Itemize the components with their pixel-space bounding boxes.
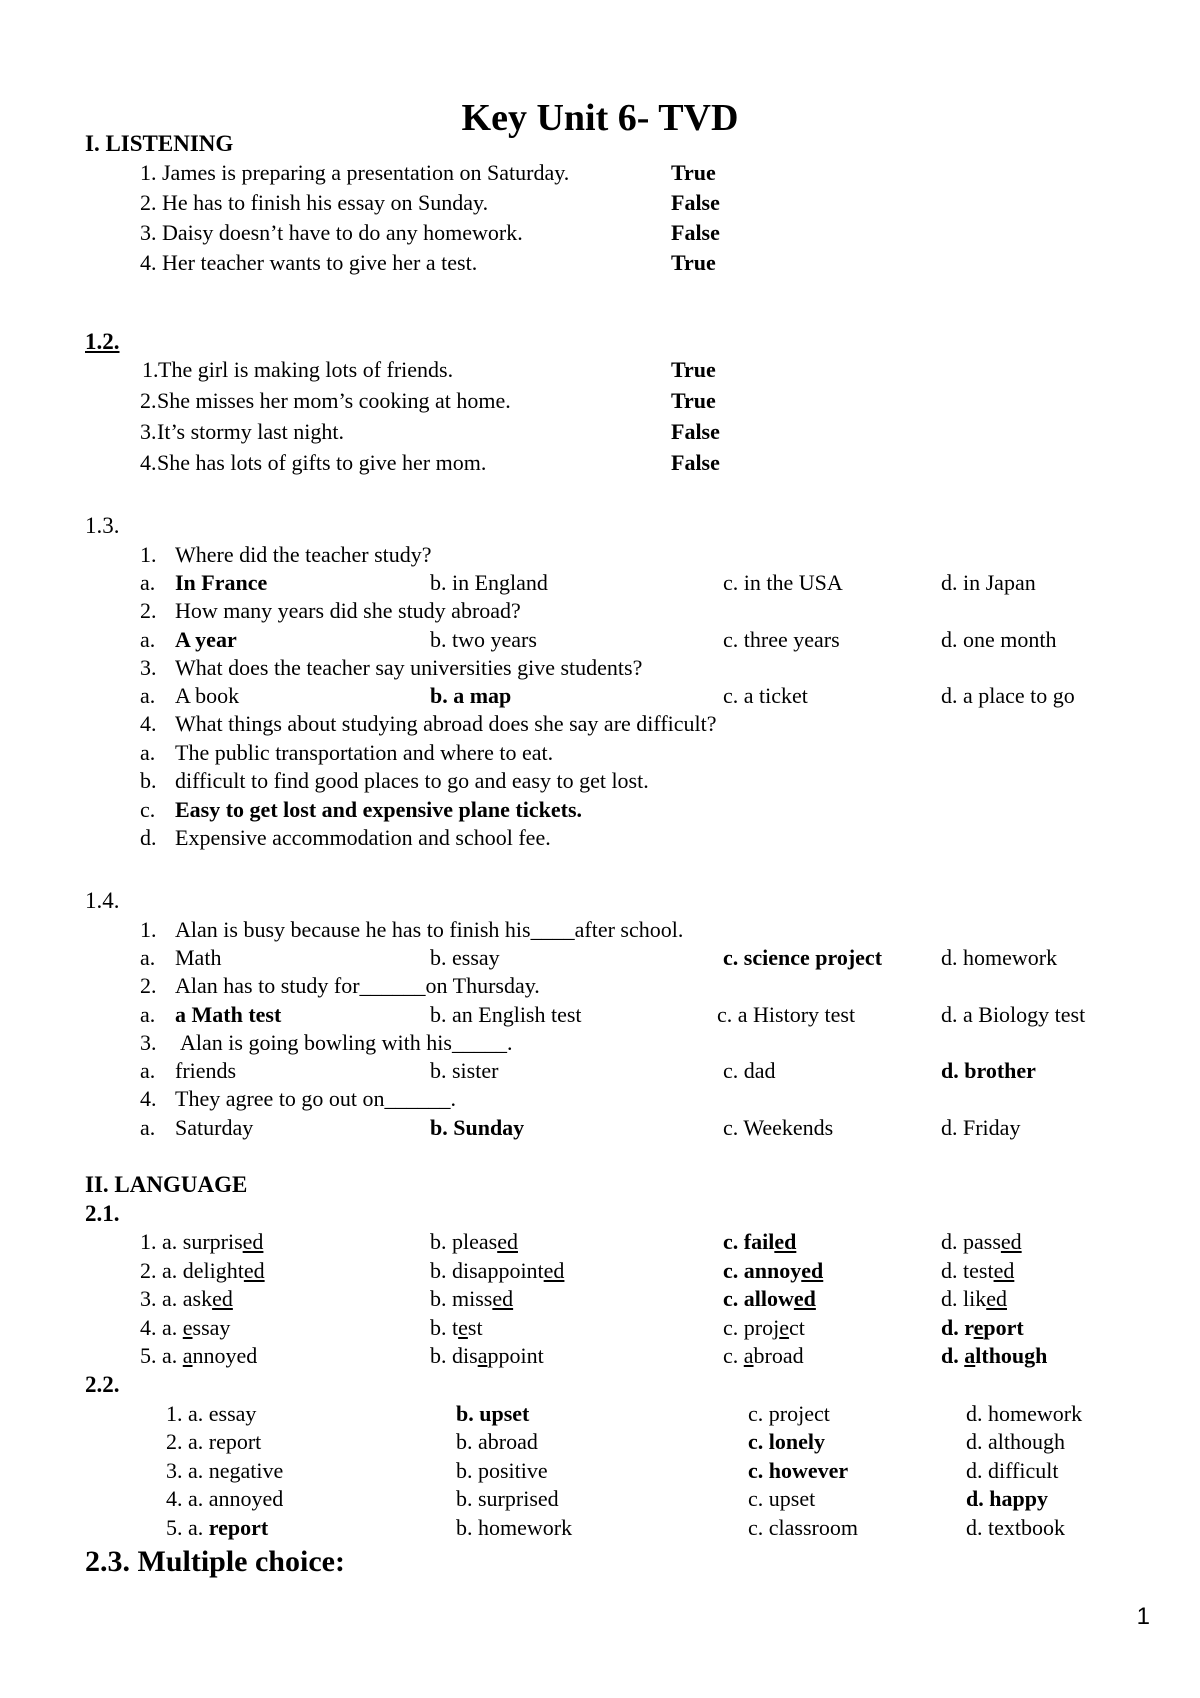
question xyxy=(0,710,1200,738)
option-text: Expensive accommodation and school fee. xyxy=(175,825,551,850)
pronunciation-row xyxy=(0,1285,1200,1313)
option-a: 4. a. annoyed xyxy=(166,1486,284,1511)
question xyxy=(0,597,1200,625)
question-text: Where did the teacher study? xyxy=(175,542,432,567)
question-number: 3. xyxy=(140,655,157,680)
item-statement: Daisy doesn’t have to do any homework. xyxy=(162,220,523,245)
pronunciation-row xyxy=(0,1257,1200,1285)
question-number: 1. xyxy=(140,917,157,942)
options-row xyxy=(0,569,1200,597)
listening-1-1-item xyxy=(0,159,1200,187)
option-a: 1. a. surprised xyxy=(140,1229,264,1254)
option-a: a Math test xyxy=(175,1002,282,1027)
option-letter: a. xyxy=(140,1058,156,1083)
section-heading-1-2: 1.2. xyxy=(85,329,120,354)
option-b: b. two years xyxy=(430,627,537,652)
question-text: Alan is going bowling with his_____. xyxy=(180,1030,513,1055)
option-text: The public transportation and where to eat. xyxy=(175,740,554,765)
option-letter: b. xyxy=(140,768,157,793)
item-number: 1. xyxy=(142,357,159,382)
item-statement: Her teacher wants to give her a test. xyxy=(162,250,478,275)
option-letter: a. xyxy=(140,1115,156,1140)
section-heading-2-2: 2.2. xyxy=(85,1372,120,1397)
options-row xyxy=(0,1057,1200,1085)
option-c: c. however xyxy=(748,1458,849,1483)
stress-row xyxy=(0,1485,1200,1513)
option-c: c. project xyxy=(723,1315,805,1340)
option-b: b. sister xyxy=(430,1058,499,1083)
item-statement: She has lots of gifts to give her mom. xyxy=(157,450,487,475)
item-answer: False xyxy=(671,190,720,215)
option-a: friends xyxy=(175,1058,237,1083)
option-d: d. difficult xyxy=(966,1458,1059,1483)
option-a: 5. a. annoyed xyxy=(140,1343,258,1368)
option-a: 4. a. essay xyxy=(140,1315,231,1340)
stress-row xyxy=(0,1400,1200,1428)
option-c: c. annoyed xyxy=(723,1258,824,1283)
options-row xyxy=(0,626,1200,654)
option-b: b. essay xyxy=(430,945,500,970)
option-a: 3. a. asked xyxy=(140,1286,233,1311)
option-letter: a. xyxy=(140,683,156,708)
item-number: 4. xyxy=(140,250,157,275)
option-d: d. passed xyxy=(941,1229,1022,1254)
item-answer: True xyxy=(671,250,716,275)
option-a: A book xyxy=(175,683,240,708)
options-row xyxy=(0,682,1200,710)
option-c: c. Weekends xyxy=(723,1115,834,1140)
pronunciation-row xyxy=(0,1314,1200,1342)
item-number: 2. xyxy=(140,190,157,215)
section-heading-2-3: 2.3. Multiple choice: xyxy=(85,1545,345,1578)
option-b: b. Sunday xyxy=(430,1115,525,1140)
option-d: d. although xyxy=(941,1343,1048,1368)
option-b: b. homework xyxy=(456,1515,573,1540)
item-answer: False xyxy=(671,419,720,444)
option-letter: a. xyxy=(140,945,156,970)
listening-1-1-item xyxy=(0,249,1200,277)
question-text: What does the teacher say universities give students? xyxy=(175,655,643,680)
item-number: 3. xyxy=(140,220,157,245)
option-c: c. project xyxy=(748,1401,830,1426)
stress-row xyxy=(0,1457,1200,1485)
option-a: 3. a. negative xyxy=(166,1458,284,1483)
question-number: 2. xyxy=(140,973,157,998)
option-c: c. failed xyxy=(723,1229,797,1254)
option-d: d. brother xyxy=(941,1058,1036,1083)
item-number: 3. xyxy=(140,419,157,444)
option-c: c. dad xyxy=(723,1058,776,1083)
question xyxy=(0,1029,1200,1057)
listening-1-2-item xyxy=(0,418,1200,446)
option-b: b. abroad xyxy=(456,1429,538,1454)
item-statement: James is preparing a presentation on Saturday. xyxy=(162,160,570,185)
option-b: b. surprised xyxy=(456,1486,559,1511)
option-d: d. tested xyxy=(941,1258,1015,1283)
option-letter: a. xyxy=(140,740,156,765)
item-number: 4. xyxy=(140,450,157,475)
option-d: d. a place to go xyxy=(941,683,1075,708)
section-heading-listening: I. LISTENING xyxy=(85,131,234,156)
listening-1-2-item xyxy=(0,387,1200,415)
stress-row xyxy=(0,1428,1200,1456)
option-letter: d. xyxy=(140,825,157,850)
question-number: 1. xyxy=(140,542,157,567)
question-text: Alan has to study for______on Thursday. xyxy=(175,973,540,998)
option-b: b. an English test xyxy=(430,1002,582,1027)
option-letter: a. xyxy=(140,627,156,652)
option-d: d. homework xyxy=(966,1401,1083,1426)
option-d: d. report xyxy=(941,1315,1024,1340)
option-c: c. a ticket xyxy=(723,683,808,708)
pronunciation-row xyxy=(0,1342,1200,1370)
option-text: difficult to find good places to go and easy to get lost. xyxy=(175,768,649,793)
option-d: d. one month xyxy=(941,627,1057,652)
option-b: b. upset xyxy=(456,1401,530,1426)
listening-1-2-item xyxy=(0,356,1200,384)
option-d: d. homework xyxy=(941,945,1058,970)
item-statement: He has to finish his essay on Sunday. xyxy=(162,190,489,215)
question-number: 4. xyxy=(140,711,157,736)
option-a: In France xyxy=(175,570,268,595)
section-heading-1-4: 1.4. xyxy=(85,888,120,913)
option-c: c. in the USA xyxy=(723,570,843,595)
option-d: d. liked xyxy=(941,1286,1007,1311)
item-answer: False xyxy=(671,450,720,475)
option-line xyxy=(0,796,1200,824)
option-a: 5. a. report xyxy=(166,1515,269,1540)
question-text: What things about studying abroad does she say are difficult? xyxy=(175,711,717,736)
option-a: Saturday xyxy=(175,1115,254,1140)
option-line xyxy=(0,767,1200,795)
option-c: c. upset xyxy=(748,1486,816,1511)
option-c: c. abroad xyxy=(723,1343,804,1368)
option-b: b. pleased xyxy=(430,1229,518,1254)
question-number: 4. xyxy=(140,1086,157,1111)
item-statement: She misses her mom’s cooking at home. xyxy=(157,388,511,413)
pronunciation-row xyxy=(0,1228,1200,1256)
question-number: 3. xyxy=(140,1030,157,1055)
section-heading-1-3: 1.3. xyxy=(85,513,120,538)
option-d: d. textbook xyxy=(966,1515,1065,1540)
option-a: 2. a. delighted xyxy=(140,1258,265,1283)
item-answer: False xyxy=(671,220,720,245)
question-text: How many years did she study abroad? xyxy=(175,598,521,623)
option-b: b. a map xyxy=(430,683,512,708)
item-answer: True xyxy=(671,160,716,185)
option-b: b. test xyxy=(430,1315,483,1340)
option-b: b. disappointed xyxy=(430,1258,565,1283)
item-statement: The girl is making lots of friends. xyxy=(158,357,454,382)
listening-1-2-item xyxy=(0,449,1200,477)
question-text: Alan is busy because he has to finish his____after school. xyxy=(175,917,684,942)
item-statement: It’s stormy last night. xyxy=(157,419,344,444)
listening-1-1-item xyxy=(0,189,1200,217)
option-text: Easy to get lost and expensive plane tickets. xyxy=(175,797,582,822)
option-b: b. missed xyxy=(430,1286,514,1311)
option-letter: a. xyxy=(140,570,156,595)
option-a: Math xyxy=(175,945,222,970)
stress-row xyxy=(0,1514,1200,1542)
options-row xyxy=(0,944,1200,972)
item-number: 1. xyxy=(140,160,157,185)
option-a: 1. a. essay xyxy=(166,1401,257,1426)
section-heading-2-1: 2.1. xyxy=(85,1201,120,1226)
option-a: 2. a. report xyxy=(166,1429,262,1454)
option-a: A year xyxy=(175,627,237,652)
question xyxy=(0,972,1200,1000)
option-letter: a. xyxy=(140,1002,156,1027)
item-answer: True xyxy=(671,357,716,382)
option-d: d. in Japan xyxy=(941,570,1036,595)
option-d: d. Friday xyxy=(941,1115,1021,1140)
options-row xyxy=(0,1114,1200,1142)
item-answer: True xyxy=(671,388,716,413)
question xyxy=(0,654,1200,682)
option-c: c. allowed xyxy=(723,1286,816,1311)
option-b: b. positive xyxy=(456,1458,548,1483)
option-c: c. three years xyxy=(723,627,840,652)
question xyxy=(0,541,1200,569)
option-c: c. classroom xyxy=(748,1515,858,1540)
section-heading-language: II. LANGUAGE xyxy=(85,1172,248,1197)
question-number: 2. xyxy=(140,598,157,623)
document-title: Key Unit 6- TVD xyxy=(461,97,739,139)
option-b: b. disappoint xyxy=(430,1343,544,1368)
option-c: c. a History test xyxy=(717,1002,856,1027)
listening-1-1-item xyxy=(0,219,1200,247)
option-d: d. although xyxy=(966,1429,1065,1454)
option-line xyxy=(0,824,1200,852)
item-number: 2. xyxy=(140,388,157,413)
question-text: They agree to go out on______. xyxy=(175,1086,457,1111)
option-c: c. science project xyxy=(723,945,883,970)
option-c: c. lonely xyxy=(748,1429,825,1454)
page-number: 1 xyxy=(1136,1603,1150,1630)
question xyxy=(0,916,1200,944)
option-b: b. in England xyxy=(430,570,548,595)
option-line xyxy=(0,739,1200,767)
question xyxy=(0,1085,1200,1113)
option-d: d. a Biology test xyxy=(941,1002,1086,1027)
options-row xyxy=(0,1001,1200,1029)
option-letter: c. xyxy=(140,797,156,822)
option-d: d. happy xyxy=(966,1486,1048,1511)
